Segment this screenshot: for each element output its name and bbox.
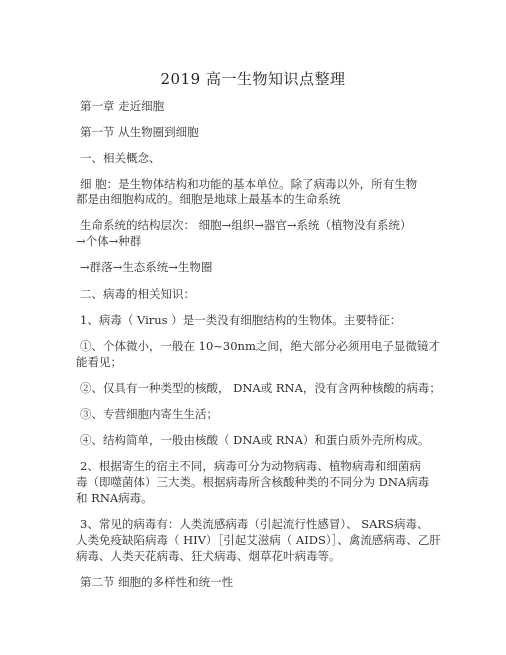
paragraph-line: ①、个体微小，一般在 10~30nm之间，绝大部分必须用电子显微镜才 — [80, 339, 440, 353]
paragraph-line: 人类免疫缺陷病毒（ HIV）［引起艾滋病（ AIDS）］、禽流感病毒、乙肝 — [76, 533, 441, 547]
paragraph-line: 都是由细胞构成的。细胞是地球上最基本的生命系统 — [76, 192, 341, 206]
paragraph-line: 3、常见的病毒有：人类流感病毒（引起流行性感冒）、 SARS病毒、 — [80, 517, 429, 531]
section-heading: 第一节 从生物圈到细胞 — [80, 125, 199, 139]
paragraph-line: ④、结构简单，一般由核酸（ DNA或 RNA）和蛋白质外壳所构成。 — [80, 433, 430, 447]
paragraph-line: 能看见； — [76, 355, 122, 369]
chapter-heading: 第一章 走近细胞 — [80, 99, 165, 113]
paragraph-line: →群落→生态系统→生物圈 — [80, 260, 213, 274]
paragraph-line: ③、专营细胞内寄生生活； — [80, 407, 218, 421]
subheading-concepts: 一、相关概念、 — [80, 151, 161, 165]
paragraph-line: 毒（即噬菌体）三大类。根据病毒所含核酸种类的不同分为 DNA病毒 — [76, 475, 430, 489]
paragraph-line: 病毒、人类天花病毒、狂犬病毒、烟草花叶病毒等。 — [76, 549, 341, 563]
subheading-virus: 二、病毒的相关知识： — [80, 287, 195, 301]
paragraph-line: ②、仅具有一种类型的核酸， DNA或 RNA，没有含两种核酸的病毒； — [80, 381, 441, 395]
paragraph-line: 和 RNA病毒。 — [76, 491, 153, 505]
section-heading: 第二节 细胞的多样性和统一性 — [80, 575, 234, 589]
paragraph-line: 细 胞：是生物体结构和功能的基本单位。除了病毒以外，所有生物 — [80, 177, 418, 191]
paragraph-line: 生命系统的结构层次： 细胞→组织→器官→系统（植物没有系统） — [80, 218, 412, 232]
paragraph-line: 2、根据寄生的宿主不同，病毒可分为动物病毒、植物病毒和细菌病 — [80, 459, 421, 473]
document-title: 2019 高一生物知识点整理 — [160, 70, 346, 88]
paragraph-line: →个体→种群 — [76, 234, 142, 248]
paragraph-line: 1、病毒（ Virus ）是一类没有细胞结构的生物体。主要特征： — [80, 313, 402, 327]
